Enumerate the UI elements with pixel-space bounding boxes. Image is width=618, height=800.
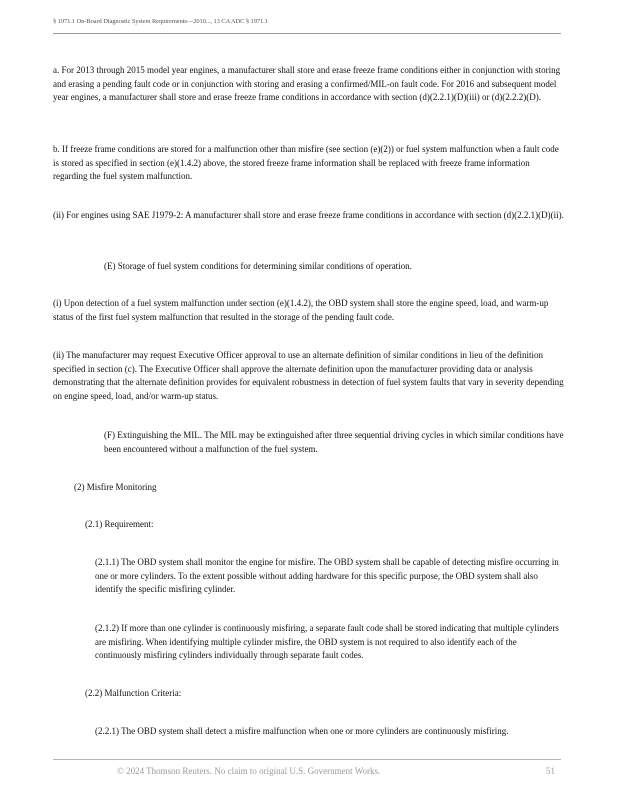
paragraph-ii-alternate: (ii) The manufacturer may request Executive Officer approval to use an alternate definition of similar conditions in lieu of the definition specified in section (c). The Executive Officer shall approve the alternate definition upon the manufacturer providing data or analysis demonstrating that the alternate definition provides for equivalent robustness in detection of fuel system faults that vary in severity depending on engine speed, load, and/or warm-up status.: [53, 350, 564, 401]
header-divider: [53, 33, 561, 34]
paragraph-ii-j1979: (ii) For engines using SAE J1979-2: A manufacturer shall store and erase freeze frame conditions in accordance with section (d)(2.2.1)(D)(ii).: [53, 210, 564, 220]
section-e-heading: (E) Storage of fuel system conditions for determining similar conditions of operation.: [104, 261, 412, 271]
paragraph-b: b. If freeze frame conditions are stored for a malfunction other than misfire (see section (e)(2)) or fuel system malfunction when a fault code is stored as specified in section (e)(1.4.2) above, the stored freeze frame information shall be replaced with freeze frame information regarding the fuel system malfunction.: [53, 144, 559, 182]
paragraph-i-detection: (i) Upon detection of a fuel system malfunction under section (e)(1.4.2), the OBD system shall store the engine speed, load, and warm-up status of the first fuel system malfunction that resulted in the storage of the pending fault code.: [53, 298, 549, 322]
paragraph-2-1-1: (2.1.1) The OBD system shall monitor the engine for misfire. The OBD system shall be capable of detecting misfire occurring in one or more cylinders. To the extent possible without adding hardware for this specific purpose, the OBD system shall also identify the specific misfiring cylinder.: [95, 557, 559, 595]
footer-divider: [53, 759, 561, 760]
paragraph-a: a. For 2013 through 2015 model year engines, a manufacturer shall store and erase freeze frame conditions either in conjunction with storing and erasing a pending fault code or in conjunction with storing and erasing a confirmed/MIL-on fault code. For 2016 and subsequent model year engines, a manufacturer shall store and erase freeze frame conditions in accordance with section (d)(2.2.1)(D)(iii) or (d)(2.2.2)(D).: [53, 65, 561, 103]
requirement-heading: (2.1) Requirement:: [85, 519, 154, 529]
page-number: 51: [546, 766, 555, 776]
section-f-paragraph: (F) Extinguishing the MIL. The MIL may be extinguished after three sequential driving cycles in which similar conditions have been encountered without a malfunction of the fuel system.: [104, 430, 564, 454]
paragraph-2-1-2: (2.1.2) If more than one cylinder is continuously misfiring, a separate fault code shall be stored indicating that multiple cylinders are misfiring. When identifying multiple cylinder misfire, the OBD system is not required to also identify each of the continuously misfiring cylinders individually through separate fault codes.: [95, 623, 559, 661]
paragraph-2-2-1: (2.2.1) The OBD system shall detect a misfire malfunction when one or more cylinders are continuously misfiring.: [95, 726, 509, 736]
running-header: § 1971.1 On-Board Diagnostic System Requirements—2010..., 13 CA ADC § 1971.1: [53, 18, 268, 25]
malfunction-criteria-heading: (2.2) Malfunction Criteria:: [85, 688, 182, 698]
misfire-monitoring-heading: (2) Misfire Monitoring: [74, 482, 157, 492]
copyright-notice: © 2024 Thomson Reuters. No claim to original U.S. Government Works.: [117, 766, 381, 776]
